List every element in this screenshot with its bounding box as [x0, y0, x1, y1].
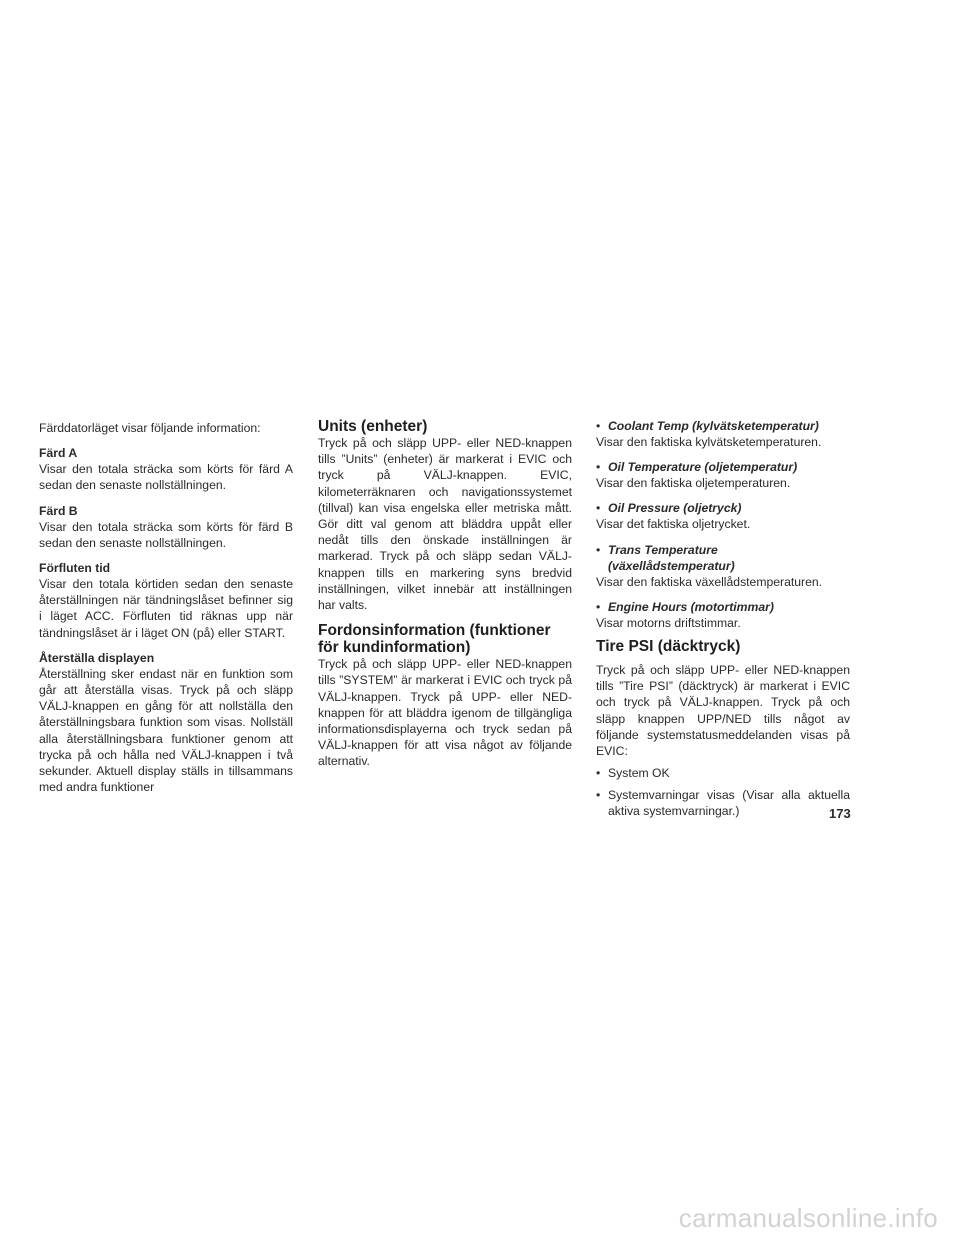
bullet-icon: • [596, 766, 601, 781]
fordonsinformation-heading: Fordonsinformation (funktioner för kundinformation) [318, 622, 551, 657]
oil-temp-text: Visar den faktiska oljetemperaturen. [596, 476, 791, 491]
column-left [39, 420, 293, 795]
bullet-icon: • [596, 788, 601, 803]
bullet-icon: • [596, 501, 601, 516]
oil-pressure-label: Oil Pressure (oljetryck) [608, 501, 742, 516]
units-text: Tryck på och släpp UPP- eller NED-knappen tills ”Units” (enheter) är markerat i EVIC och tryck på VÄLJ-knappen. EVIC, kilometerräknaren och navigationssystemet (tillval) kan visa engelska eller metriska mått. Gör ditt val genom att bläddra uppåt eller nedåt tills den önskade inställningen är markerad. Tryck på och släpp sedan VÄLJ-knappen tills en markering syns bredvid inställningen, vilket innebär att inställningen har valts. [318, 436, 572, 613]
fard-b-text: Visar den totala sträcka som körts för färd B sedan den senaste nollställningen. [39, 519, 293, 550]
bullet-icon: • [596, 599, 601, 614]
oil-pressure-item [596, 500, 850, 516]
fordonsinformation-text: Tryck på och släpp UPP- eller NED-knappen tills ”SYSTEM” är markerat i EVIC och tryck på VÄLJ-knappen. Tryck på UPP- eller NED-knappen för att bläddra igenom de tillgängliga informationsdisplayerna och tryck sedan på VÄLJ-knappen för att visa något av följande alternativ. [318, 657, 572, 769]
bullet-icon: • [596, 460, 601, 475]
coolant-label: Coolant Temp (kylvätsketemperatur) [608, 419, 819, 433]
oil-pressure-text: Visar det faktiska oljetrycket. [596, 517, 751, 532]
engine-hours-text: Visar motorns driftstimmar. [596, 615, 741, 630]
page-number: 173 [829, 806, 851, 821]
oil-temp-item [596, 459, 850, 475]
forfluten-tid-text: Visar den totala körtiden sedan den senaste återställningen när tändningslåset befinner sig i läget ACC. Förfluten tid räknas upp när tändningslåset är i läget ON (på) eller START. [39, 577, 293, 640]
fard-b-heading: Färd B [39, 503, 78, 518]
engine-hours-item [596, 599, 850, 615]
trans-temp-label [608, 542, 735, 574]
system-warnings-item [596, 787, 850, 819]
intro-text: Färddatorläget visar följande information: [39, 421, 261, 435]
coolant-text: Visar den faktiska kylvätsketemperaturen. [596, 435, 822, 449]
trans-temp-label-line2: (växellådstemperatur) [608, 558, 735, 573]
aterstalla-text: Återställning sker endast när en funktion som går att återställa visas. Tryck på och släpp VÄLJ-knappen en gång för att nollställa den återställningsbara funktion som visas. Nollställ alla återställningsbara funktioner genom att trycka på och hålla ned VÄLJ-knappen i två sekunder. Aktuell display ställs in tillsammans med andra funktioner [39, 666, 293, 795]
trans-temp-item [596, 542, 850, 574]
units-heading: Units (enheter) [318, 418, 428, 435]
engine-hours-label: Engine Hours (motortimmar) [608, 599, 774, 614]
aterstalla-heading: Återställa displayen [39, 650, 155, 665]
forfluten-tid-heading: Förfluten tid [39, 561, 111, 576]
system-ok-text: System OK [608, 766, 670, 781]
trans-temp-label-line1: Trans Temperature [608, 542, 718, 557]
watermark: carmanualsonline.info [678, 1203, 938, 1233]
tire-psi-text: Tryck på och släpp UPP- eller NED-knappen tills ”Tire PSI” (däcktryck) är markerat i EVIC och tryck på VÄLJ-knappen. Tryck på och släpp knappen UPP/NED tills något av följande systemstatusmeddelanden visas på EVIC: [596, 663, 850, 759]
system-warnings-text: Systemvarningar visas (Visar alla aktuella aktiva systemvarningar.) [608, 788, 850, 819]
trans-temp-text: Visar den faktiska växellådstemperaturen. [596, 574, 823, 589]
oil-temp-label: Oil Temperature (oljetemperatur) [608, 460, 798, 475]
coolant-item [596, 418, 850, 434]
column-right [596, 418, 850, 819]
tire-psi-heading: Tire PSI (däcktryck) [596, 638, 741, 656]
fard-a-text: Visar den totala sträcka som körts för färd A sedan den senaste nollställningen. [39, 462, 293, 493]
bullet-icon: • [596, 542, 601, 557]
bullet-icon: • [596, 419, 601, 433]
fard-a-heading: Färd A [39, 446, 78, 461]
system-ok-item [596, 765, 850, 781]
column-middle [318, 418, 572, 770]
